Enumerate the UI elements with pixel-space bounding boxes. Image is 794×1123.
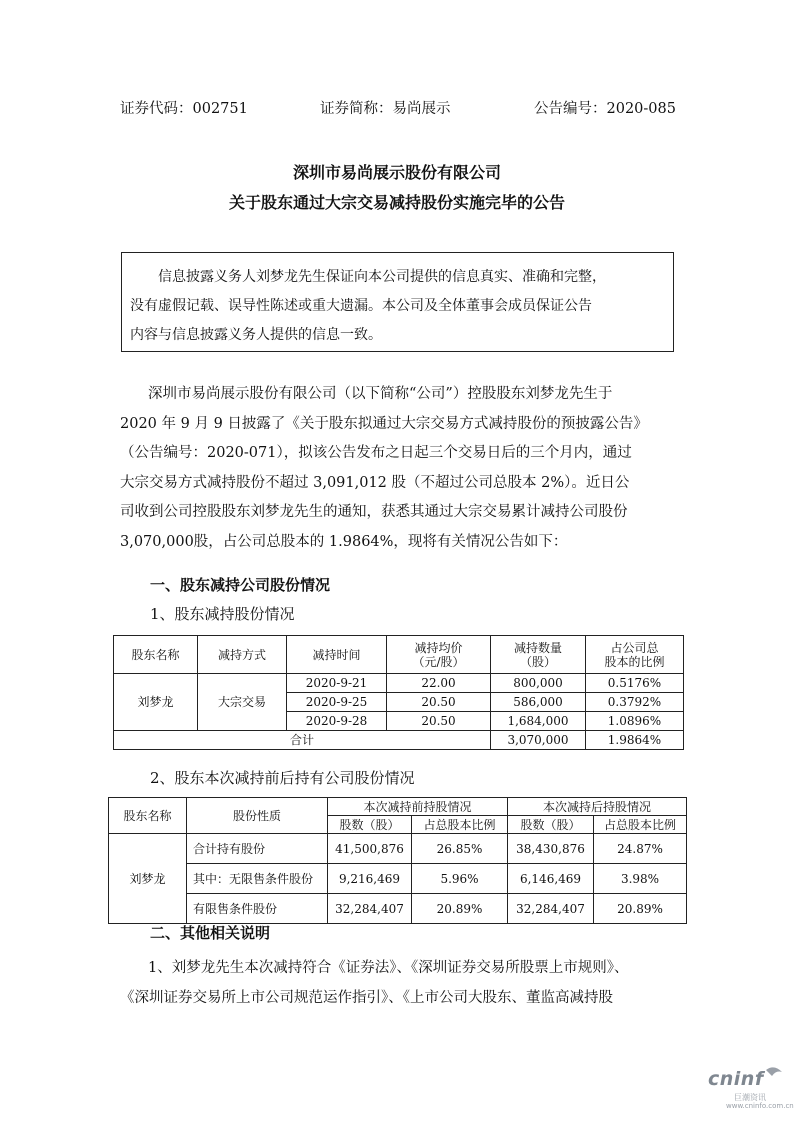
- cell-price: 22.00: [387, 674, 491, 693]
- disclosure-statement-box: [121, 252, 674, 352]
- cell-shareholder: 刘梦龙: [109, 834, 187, 924]
- notice-line: 信息披露义务人刘梦龙先生保证向本公司提供的信息真实、准确和完整，: [158, 269, 606, 285]
- stock-abbreviation: 证券简称：易尚展示: [320, 101, 451, 117]
- intro-paragraph: [120, 380, 676, 557]
- watermark-brand: cninf: [708, 1068, 764, 1090]
- cell-price: 20.50: [387, 693, 491, 712]
- intro-line: 司收到公司控股股东刘梦龙先生的通知，获悉其通过大宗交易累计减持公司股份: [120, 504, 628, 520]
- watermark-url: www.cninfo.com.cn: [726, 1102, 794, 1110]
- header-after-ratio: 占总股本比例: [594, 816, 687, 834]
- cell-ratio: 0.3792%: [586, 693, 684, 712]
- company-name: 深圳市易尚展示股份有限公司: [292, 163, 501, 182]
- header-shareholder: 股东名称: [114, 636, 198, 674]
- header-shareholder: 股东名称: [109, 798, 187, 834]
- header-ratio: 占公司总 股本的比例: [586, 636, 684, 674]
- cell-before-shares: 9,216,469: [328, 864, 412, 894]
- cell-date: 2020-9-28: [287, 712, 387, 731]
- cell-before-ratio: 5.96%: [412, 864, 508, 894]
- intro-line: 2020 年 9 月 9 日披露了《关于股东拟通过大宗交易方式减持股份的预披露公告》: [120, 415, 648, 432]
- cell-price: 20.50: [387, 712, 491, 731]
- subsection-heading-1: 1、股东减持股份情况: [150, 605, 295, 623]
- cell-after-shares: 6,146,469: [508, 864, 594, 894]
- subsection-heading-2: 2、股东本次减持前后持有公司股份情况: [150, 769, 415, 787]
- header-before-ratio: 占总股本比例: [412, 816, 508, 834]
- cell-before-ratio: 26.85%: [412, 834, 508, 864]
- intro-line: 3,070,000股，占公司总股本的 1.9864%，现将有关情况公告如下：: [120, 533, 568, 550]
- cell-total-label: 合计: [114, 731, 491, 750]
- cell-quantity: 586,000: [491, 693, 586, 712]
- cell-share-nature: 合计持有股份: [187, 834, 328, 864]
- table-row: [109, 894, 687, 924]
- cell-share-nature: 有限售条件股份: [187, 894, 328, 924]
- cell-date: 2020-9-25: [287, 693, 387, 712]
- watermark-subtitle: 巨潮资讯: [734, 1093, 766, 1102]
- section-heading-2: 二、其他相关说明: [150, 924, 271, 942]
- cell-before-shares: 41,500,876: [328, 834, 412, 864]
- document-title: 关于股东通过大宗交易减持股份实施完毕的公告: [228, 193, 565, 212]
- cell-before-shares: 32,284,407: [328, 894, 412, 924]
- header-after-shares: 股数（股）: [508, 816, 594, 834]
- cell-ratio: 1.0896%: [586, 712, 684, 731]
- cell-shareholder: 刘梦龙: [114, 674, 198, 731]
- notice-line: 没有虚假记载、误导性陈述或重大遗漏。本公司及全体董事会成员保证公告: [130, 298, 592, 314]
- cell-after-ratio: 3.98%: [594, 864, 687, 894]
- reduction-table: [113, 635, 684, 750]
- section2-line: 1、刘梦龙先生本次减持符合《证券法》、《深圳证券交易所股票上市规则》、: [148, 960, 629, 976]
- cell-quantity: 800,000: [491, 674, 586, 693]
- table-row: [109, 834, 687, 864]
- cell-date: 2020-9-21: [287, 674, 387, 693]
- notice-line: 内容与信息披露义务人提供的信息一致。: [130, 327, 382, 343]
- header-after: 本次减持后持股情况: [508, 798, 687, 816]
- table-row: [109, 864, 687, 894]
- intro-line: 大宗交易方式减持股份不超过 3,091,012 股（不超过公司总股本 2%）。近日公: [120, 474, 630, 491]
- cell-after-shares: 38,430,876: [508, 834, 594, 864]
- cell-after-ratio: 24.87%: [594, 834, 687, 864]
- intro-line: （公告编号：2020-071），拟该公告发布之日起三个交易日后的三个月内，通过: [120, 445, 632, 461]
- intro-line: 深圳市易尚展示股份有限公司（以下简称“公司”）控股股东刘梦龙先生于: [148, 386, 613, 402]
- cell-total-quantity: 3,070,000: [491, 731, 586, 750]
- section2-paragraph: [120, 954, 676, 1013]
- cell-method: 大宗交易: [198, 674, 287, 731]
- cell-share-nature: 其中：无限售条件股份: [187, 864, 328, 894]
- header-method: 减持方式: [198, 636, 287, 674]
- section-heading-1: 一、股东减持公司股份情况: [150, 576, 331, 594]
- cninfo-watermark: [700, 1060, 794, 1110]
- section2-line: 《深圳证券交易所上市公司规范运作指引》、《上市公司大股东、董监高减持股: [120, 989, 613, 1006]
- holdings-table: [108, 797, 687, 924]
- cell-quantity: 1,684,000: [491, 712, 586, 731]
- header-quantity: 减持数量 （股）: [491, 636, 586, 674]
- stock-code: 证券代码：002751: [120, 101, 248, 117]
- cell-before-ratio: 20.89%: [412, 894, 508, 924]
- cell-after-shares: 32,284,407: [508, 894, 594, 924]
- header-before-shares: 股数（股）: [328, 816, 412, 834]
- notice-number: 公告编号：2020-085: [534, 101, 676, 117]
- cell-ratio: 0.5176%: [586, 674, 684, 693]
- header-date: 减持时间: [287, 636, 387, 674]
- header-before: 本次减持前持股情况: [328, 798, 508, 816]
- header-share-nature: 股份性质: [187, 798, 328, 834]
- cell-total-ratio: 1.9864%: [586, 731, 684, 750]
- table-total-row: [114, 731, 684, 750]
- table-row: [114, 674, 684, 693]
- cell-after-ratio: 20.89%: [594, 894, 687, 924]
- header-avg-price: 减持均价 （元/股）: [387, 636, 491, 674]
